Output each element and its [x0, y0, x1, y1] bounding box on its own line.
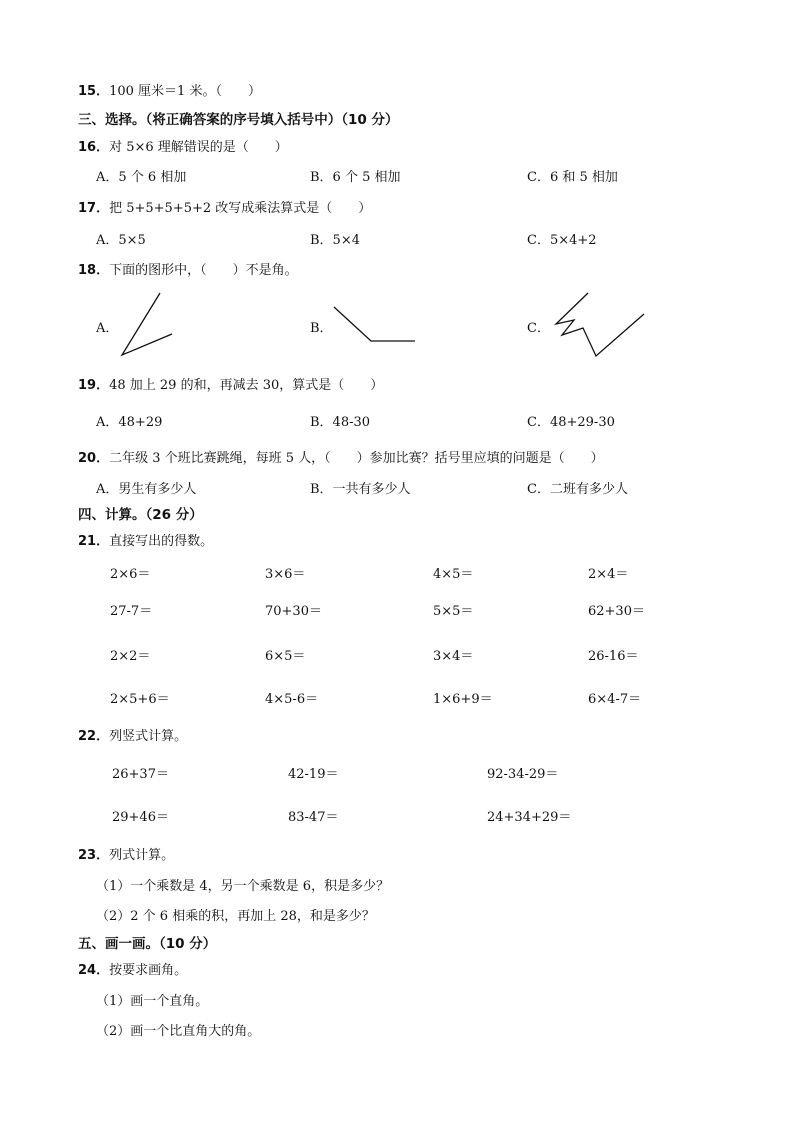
question-number: 23． [78, 848, 110, 863]
angle-figure-b [330, 302, 420, 347]
section-3-title: 三、选择。（将正确答案的序号填入括号中）（10 分） [78, 112, 399, 128]
equation: 83-47＝ [288, 810, 339, 825]
question-19 [78, 374, 383, 393]
equation: 2×6＝ [110, 567, 151, 582]
question-number: 16． [78, 140, 110, 155]
question-text: 对 5×6 理解错误的是（ ） [109, 140, 288, 155]
question-text: 按要求画角。 [109, 963, 188, 978]
sub-question-1: （1）画一个直角。 [96, 994, 209, 1009]
question-number: 20． [78, 451, 110, 466]
question-18 [78, 259, 298, 278]
question-number: 18． [78, 263, 110, 278]
question-text: 列竖式计算。 [109, 729, 188, 744]
question-20 [78, 447, 604, 466]
question-number: 17． [78, 201, 110, 216]
equation: 2×4＝ [588, 567, 629, 582]
equation: 3×6＝ [265, 567, 306, 582]
equation: 6×5＝ [265, 649, 306, 664]
equation: 62+30＝ [588, 604, 645, 619]
section-4-title: 四、计算。（26 分） [78, 507, 203, 523]
question-24 [78, 959, 187, 978]
question-text: 直接写出的得数。 [109, 534, 214, 549]
option-b: B．6 个 5 相加 [310, 170, 401, 185]
equation: 29+46＝ [112, 810, 169, 825]
option-a: A．5 个 6 相加 [96, 170, 187, 185]
option-b: B． [310, 321, 333, 336]
question-number: 22． [78, 729, 110, 744]
equation: 1×6+9＝ [433, 692, 493, 707]
option-a: A．男生有多少人 [96, 482, 197, 497]
equation: 4×5＝ [433, 567, 474, 582]
option-a: A． [96, 321, 119, 336]
section-5-title: 五、画一画。（10 分） [78, 936, 217, 952]
question-23 [78, 844, 174, 863]
question-21 [78, 530, 213, 549]
equation: 6×4-7＝ [588, 692, 642, 707]
question-text: 把 5+5+5+5+2 改写成乘法算式是（ ） [109, 201, 372, 216]
zigzag-figure-c [548, 290, 648, 360]
option-b: B．5×4 [310, 233, 360, 248]
question-text: 列式计算。 [109, 848, 175, 863]
question-number: 21． [78, 534, 110, 549]
question-number: 19． [78, 378, 110, 393]
option-a: A．48+29 [96, 415, 163, 430]
option-c: C． [527, 321, 550, 336]
equation: 5×5＝ [433, 604, 474, 619]
equation: 70+30＝ [265, 604, 322, 619]
equation: 42-19＝ [288, 767, 339, 782]
equation: 26-16＝ [588, 649, 639, 664]
angle-figure-a [118, 290, 178, 360]
option-c: C．5×4+2 [527, 233, 597, 248]
question-number: 15． [78, 84, 110, 99]
equation: 4×5-6＝ [265, 692, 319, 707]
sub-question-1: （1）一个乘数是 4，另一个乘数是 6，积是多少？ [96, 879, 390, 894]
question-text: 100 厘米＝1 米。（ ） [109, 84, 261, 99]
equation: 24+34+29＝ [487, 810, 572, 825]
question-16 [78, 136, 288, 155]
question-22 [78, 725, 187, 744]
question-text: 48 加上 29 的和，再减去 30，算式是（ ） [109, 378, 384, 393]
option-b: B．48-30 [310, 415, 371, 430]
option-b: B．一共有多少人 [310, 482, 411, 497]
question-17 [78, 197, 371, 216]
equation: 2×5+6＝ [110, 692, 170, 707]
equation: 92-34-29＝ [487, 767, 559, 782]
equation: 26+37＝ [112, 767, 169, 782]
equation: 3×4＝ [433, 649, 474, 664]
question-15 [78, 80, 261, 99]
option-a: A．5×5 [96, 233, 146, 248]
sub-question-2: （2）画一个比直角大的角。 [96, 1024, 261, 1039]
question-number: 24． [78, 963, 110, 978]
option-c: C．6 和 5 相加 [527, 170, 618, 185]
option-c: C．48+29-30 [527, 415, 615, 430]
question-text: 二年级 3 个班比赛跳绳，每班 5 人，（ ）参加比赛？括号里应填的问题是（ ） [109, 451, 604, 466]
question-text: 下面的图形中，（ ）不是角。 [109, 263, 298, 278]
equation: 27-7＝ [110, 604, 153, 619]
option-c: C．二班有多少人 [527, 482, 628, 497]
sub-question-2: （2）2 个 6 相乘的积，再加上 28，和是多少？ [96, 909, 375, 924]
equation: 2×2＝ [110, 649, 151, 664]
